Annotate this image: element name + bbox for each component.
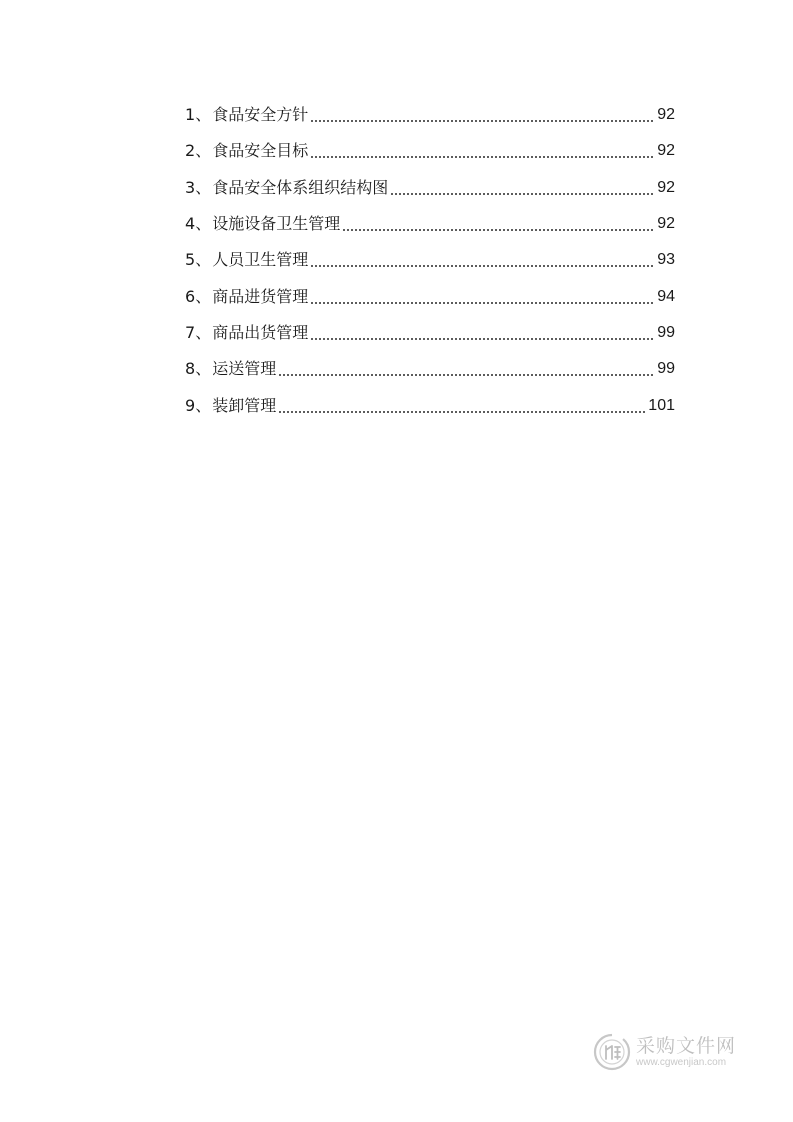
toc-entry-number: 9: [185, 395, 196, 415]
table-of-contents: [185, 97, 675, 424]
toc-entry-separator: 、: [195, 177, 212, 197]
watermark: [592, 1028, 752, 1076]
toc-entry-title: 商品出货管理: [212, 322, 309, 342]
toc-dot-leader: [278, 411, 646, 413]
toc-entry[interactable]: [185, 351, 675, 387]
toc-entry-page: 93: [657, 251, 675, 269]
toc-entry-page: 92: [657, 178, 675, 196]
toc-entry-page: 92: [657, 142, 675, 160]
cgwenjian-logo-icon: [592, 1032, 632, 1072]
toc-entry-number: 8: [185, 359, 196, 379]
toc-entry-number: 1: [185, 105, 196, 125]
toc-entry-number: 3: [185, 177, 196, 197]
toc-dot-leader: [342, 229, 655, 231]
watermark-name: 采购文件网: [636, 1035, 737, 1057]
toc-entry-separator: 、: [195, 141, 212, 161]
toc-entry[interactable]: [185, 133, 675, 169]
toc-dot-leader: [310, 120, 655, 122]
toc-dot-leader: [310, 302, 655, 304]
toc-dot-leader: [310, 265, 655, 267]
toc-entry[interactable]: [185, 315, 675, 351]
toc-entry-page: 101: [648, 396, 675, 414]
toc-entry-separator: 、: [195, 359, 212, 379]
toc-entry-title: 设施设备卫生管理: [212, 214, 341, 234]
toc-entry-number: 6: [185, 286, 196, 306]
toc-entry-separator: 、: [195, 214, 212, 234]
toc-entry-page: 92: [657, 215, 675, 233]
toc-entry-separator: 、: [195, 395, 212, 415]
toc-entry[interactable]: [185, 387, 675, 423]
toc-entry-title: 商品进货管理: [212, 286, 309, 306]
toc-entry-page: 99: [657, 360, 675, 378]
toc-entry-title: 食品安全目标: [212, 141, 309, 161]
toc-dot-leader: [310, 338, 655, 340]
toc-entry[interactable]: [185, 242, 675, 278]
toc-entry-number: 7: [185, 322, 196, 342]
toc-entry-page: 92: [657, 106, 675, 124]
watermark-url: www.cgwenjian.com: [636, 1057, 727, 1068]
toc-entry-number: 5: [185, 250, 196, 270]
toc-entry-separator: 、: [195, 286, 212, 306]
toc-entry-title: 运送管理: [212, 359, 277, 379]
toc-entry-page: 94: [657, 287, 675, 305]
toc-entry-number: 2: [185, 141, 196, 161]
toc-entry-page: 99: [657, 323, 675, 341]
toc-entry[interactable]: [185, 97, 675, 133]
toc-entry[interactable]: [185, 278, 675, 314]
toc-entry-title: 食品安全体系组织结构图: [212, 177, 389, 197]
toc-entry[interactable]: [185, 206, 675, 242]
toc-entry-separator: 、: [195, 105, 212, 125]
toc-entry-separator: 、: [195, 250, 212, 270]
toc-entry[interactable]: [185, 170, 675, 206]
toc-dot-leader: [278, 374, 655, 376]
toc-entry-title: 装卸管理: [212, 395, 277, 415]
toc-dot-leader: [390, 193, 655, 195]
toc-dot-leader: [310, 156, 655, 158]
toc-entry-separator: 、: [195, 322, 212, 342]
toc-entry-number: 4: [185, 214, 196, 234]
toc-entry-title: 人员卫生管理: [212, 250, 309, 270]
toc-entry-title: 食品安全方针: [212, 105, 309, 125]
watermark-text: [636, 1035, 736, 1069]
